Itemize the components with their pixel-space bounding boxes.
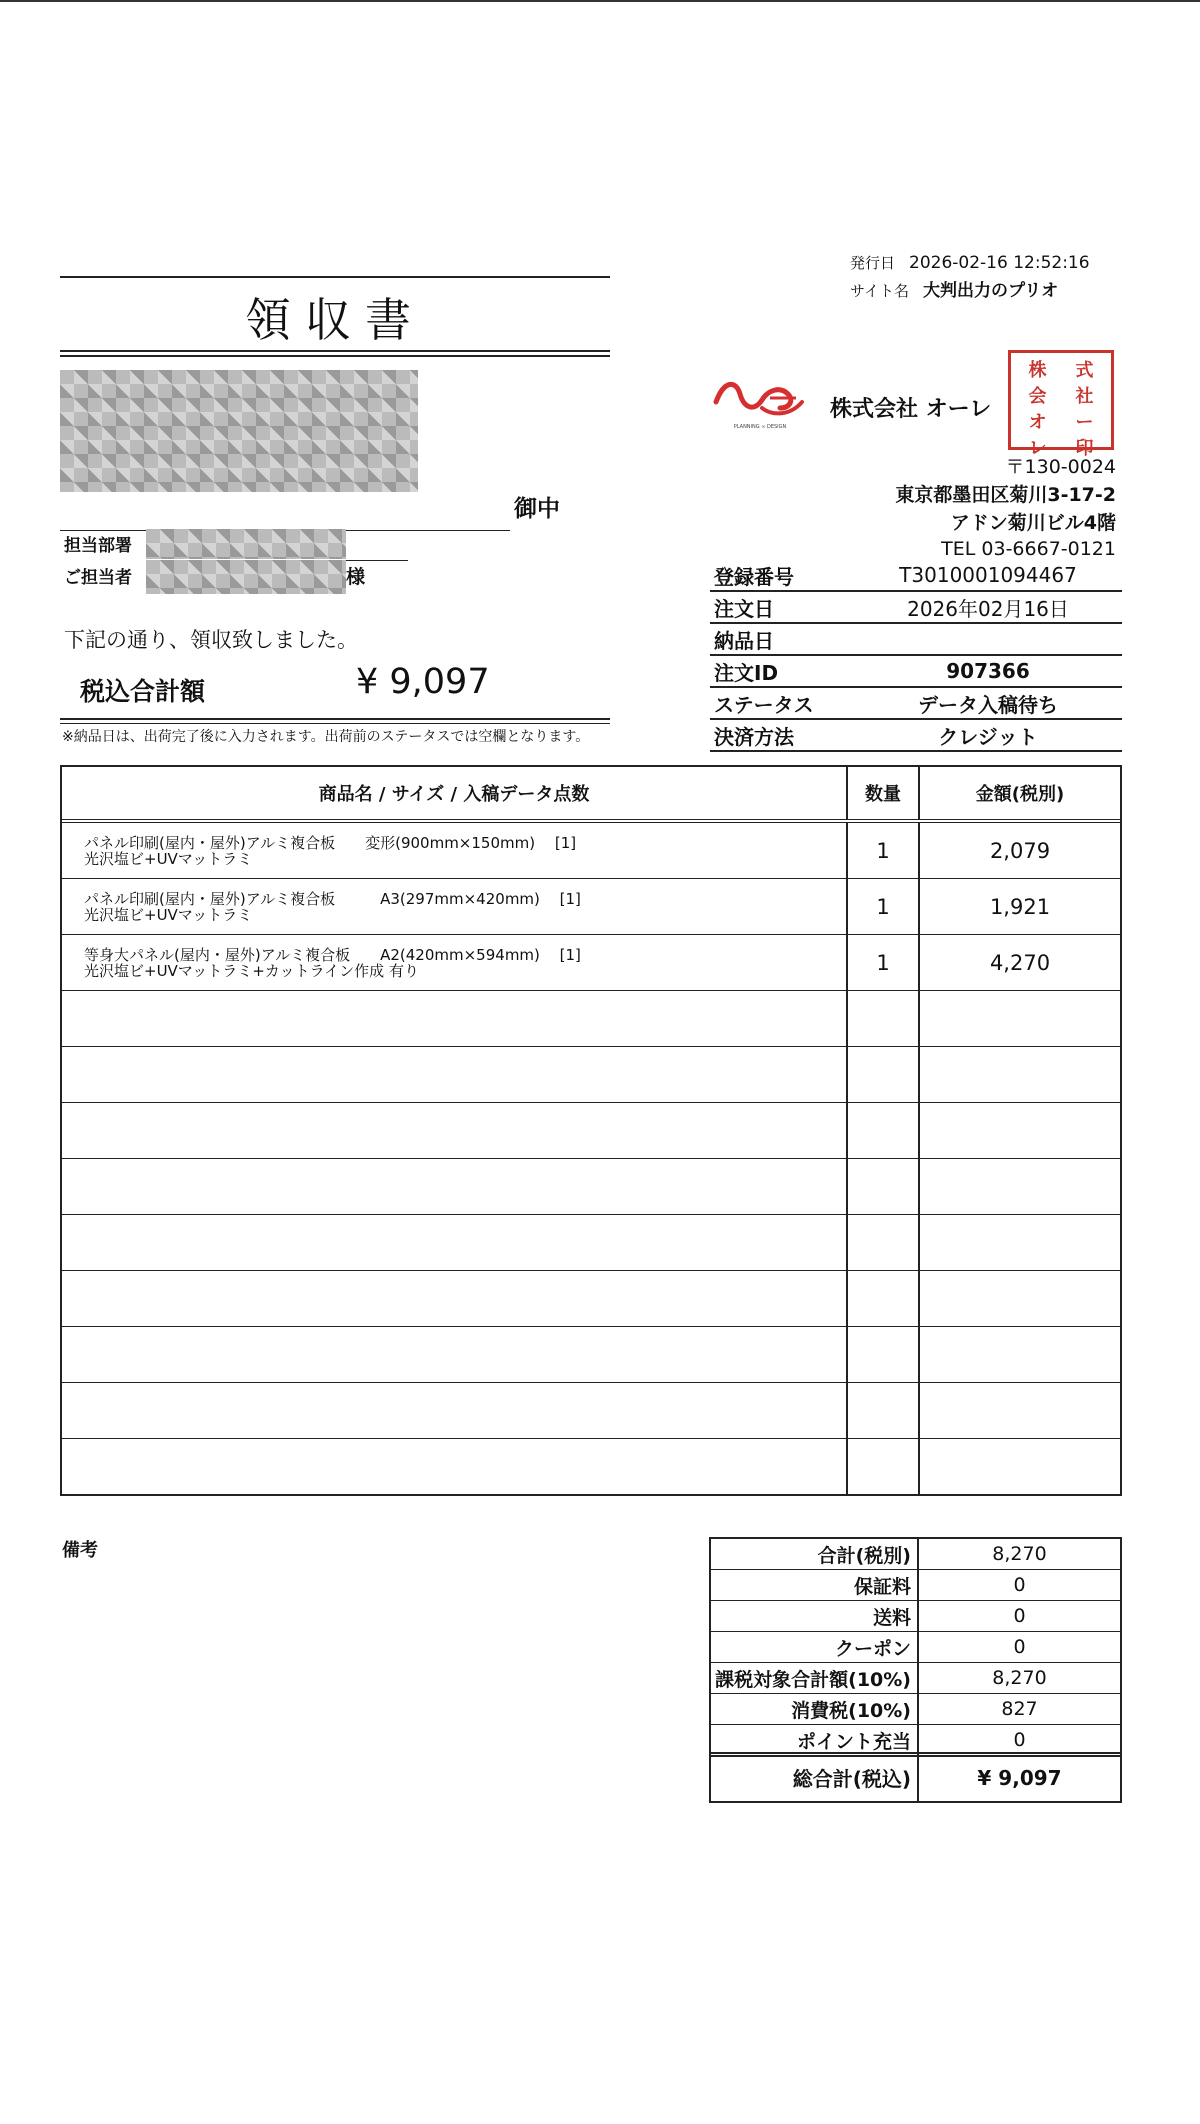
totals-row [711, 1570, 1120, 1601]
logo-caption: PLANNING ∞ DESIGN [733, 424, 787, 430]
info-value: T3010001094467 [899, 563, 1077, 587]
info-key: 注文ID [714, 660, 779, 685]
totals-key: 保証料 [711, 1570, 919, 1600]
site-name [850, 276, 1058, 301]
site-name-value: 大判出力のプリオ [922, 281, 1059, 301]
order-info-row [710, 592, 1122, 624]
seal-char: 社 [1075, 386, 1094, 407]
recipient-suffix: 御中 [514, 496, 560, 522]
company-seal-stamp [1008, 350, 1114, 459]
header-name: 商品名 / サイズ / 入稿データ点数 [62, 767, 848, 819]
info-value: クレジット [938, 724, 1038, 749]
info-key: ステータス [714, 692, 814, 717]
seal-char: 会 [1028, 386, 1047, 407]
totals-table [709, 1537, 1122, 1757]
order-info-row [710, 688, 1122, 720]
received-text: 下記の通り、領収致しました。 [64, 628, 358, 652]
total-rule [60, 718, 610, 720]
seal-char: ー [1075, 412, 1094, 433]
item-description [62, 823, 848, 878]
person-label: ご担当者 [64, 568, 132, 588]
empty-row [62, 991, 1120, 1047]
totals-row [711, 1694, 1120, 1725]
item-line1: 等身大パネル(屋内・屋外)アルミ複合板 A2(420mm×594mm) [1] [84, 945, 581, 964]
seal-char: 株 [1028, 360, 1047, 381]
issue-date-value: 2026-02-16 12:52:16 [909, 253, 1090, 273]
total-label: 税込合計額 [80, 677, 206, 706]
seal-char: オ [1028, 412, 1047, 433]
totals-value: 8,270 [992, 1667, 1047, 1689]
item-line2: 光沢塩ビ+UVマットラミ [84, 849, 253, 868]
totals-key: 課税対象合計額(10%) [711, 1663, 919, 1693]
items-table [60, 765, 1122, 1496]
info-key: 注文日 [714, 596, 774, 621]
company-tel: TEL 03-6667-0121 [941, 538, 1116, 560]
remarks-label: 備考 [62, 1540, 98, 1561]
company-address-2: アドン菊川ビル4階 [950, 512, 1116, 534]
totals-key: ポイント充当 [711, 1725, 919, 1755]
table-row [62, 879, 1120, 935]
info-value: 907366 [946, 659, 1030, 683]
empty-row [62, 1103, 1120, 1159]
total-value: ¥ 9,097 [356, 662, 490, 702]
empty-row [62, 1047, 1120, 1103]
company-name: 株式会社 オーレ [830, 397, 992, 422]
department-label: 担当部署 [64, 536, 132, 556]
company-zip: 〒130-0024 [1005, 456, 1116, 478]
totals-row [711, 1539, 1120, 1570]
info-key: 決済方法 [714, 724, 794, 749]
totals-value: 0 [1013, 1636, 1026, 1658]
empty-row [62, 1271, 1120, 1327]
info-value: 2026年02月16日 [907, 596, 1069, 621]
top-border [0, 0, 1200, 2]
order-info-row [710, 560, 1122, 592]
grand-total-label: 総合計(税込) [711, 1754, 919, 1801]
item-line1: パネル印刷(屋内・屋外)アルミ複合板 変形(900mm×150mm) [1] [84, 833, 577, 852]
order-info-row [710, 720, 1122, 752]
item-price: 1,921 [989, 894, 1051, 919]
item-line2: 光沢塩ビ+UVマットラミ [84, 905, 253, 924]
item-qty: 1 [848, 823, 920, 878]
title-rule-top [60, 276, 610, 278]
empty-row [62, 1327, 1120, 1383]
totals-key: クーポン [711, 1632, 919, 1662]
company-logo-icon [710, 372, 810, 432]
totals-key: 合計(税別) [711, 1539, 919, 1569]
order-info-table [710, 560, 1122, 752]
item-line1: パネル印刷(屋内・屋外)アルミ複合板 A3(297mm×420mm) [1] [84, 889, 581, 908]
title-rule-bottom-2 [60, 355, 610, 357]
seal-char: レ [1028, 438, 1047, 459]
totals-row [711, 1663, 1120, 1694]
info-value: データ入稿待ち [918, 692, 1058, 717]
totals-key: 消費税(10%) [711, 1694, 919, 1724]
person-honorific: 様 [346, 566, 366, 588]
totals-row [711, 1632, 1120, 1663]
item-qty: 1 [848, 935, 920, 990]
seal-char: 印 [1075, 438, 1094, 459]
table-row [62, 823, 1120, 879]
grand-total [709, 1752, 1122, 1803]
item-description [62, 935, 848, 990]
redacted-person [146, 560, 346, 594]
empty-row [62, 1383, 1120, 1439]
issue-date [850, 252, 1090, 273]
company-address-1: 東京都墨田区菊川3-17-2 [895, 484, 1116, 506]
empty-row [62, 1215, 1120, 1271]
item-line2: 光沢塩ビ+UVマットラミ+カットライン作成 有り [84, 961, 419, 980]
info-key: 納品日 [714, 628, 774, 653]
seal-char: 式 [1075, 360, 1094, 381]
totals-value: 8,270 [992, 1543, 1047, 1565]
info-key: 登録番号 [714, 564, 794, 589]
item-qty: 1 [848, 879, 920, 934]
item-price: 4,270 [989, 950, 1051, 975]
table-row [62, 935, 1120, 991]
totals-value: 0 [1013, 1574, 1026, 1596]
totals-key: 送料 [711, 1601, 919, 1631]
title-rule-bottom [60, 350, 610, 352]
totals-value: 827 [1001, 1698, 1038, 1720]
total-rule-2 [60, 723, 610, 724]
header-qty: 数量 [848, 767, 920, 819]
site-name-label: サイト名 [850, 282, 909, 300]
delivery-note: ※納品日は、出荷完了後に入力されます。出荷前のステータスでは空欄となります。 [62, 729, 590, 745]
totals-row [711, 1725, 1120, 1755]
empty-row [62, 1159, 1120, 1215]
totals-value: 0 [1013, 1605, 1026, 1627]
order-info-row [710, 624, 1122, 656]
page-title: 領収書 [245, 293, 425, 347]
issue-date-label: 発行日 [850, 254, 896, 272]
empty-row [62, 1439, 1120, 1494]
redacted-recipient-name [60, 370, 418, 492]
header-price: 金額(税別) [975, 784, 1065, 805]
totals-value: 0 [1013, 1729, 1026, 1751]
item-price: 2,079 [989, 838, 1051, 863]
items-header [62, 767, 1120, 823]
item-description [62, 879, 848, 934]
totals-row [711, 1601, 1120, 1632]
redacted-department [146, 529, 346, 559]
order-info-row [710, 656, 1122, 688]
grand-total-value: ¥ 9,097 [977, 1765, 1062, 1790]
